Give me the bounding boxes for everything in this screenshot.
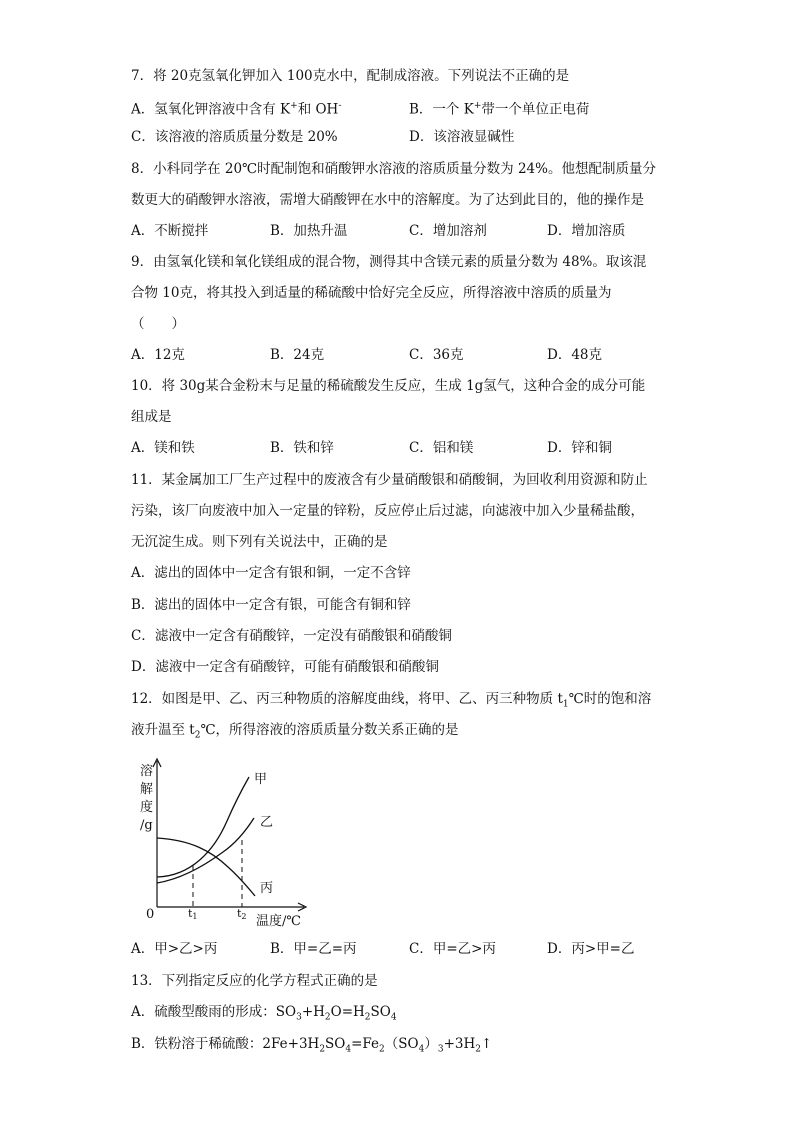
q12-line1: 12．如图是甲、乙、丙三种物质的溶解度曲线，将甲、乙、丙三种物质 $t_1℃$时的饱和溶 [131, 691, 652, 710]
origin-label: 0 [146, 907, 155, 922]
label-bing: 丙 [260, 881, 274, 896]
q10-line1: 10．将 30g某合金粉末与足量的稀硫酸发生反应，生成 1g氢气，这种合金的成分可能 [131, 378, 646, 394]
q10-option-a: A．镁和铁 [131, 440, 195, 456]
curve-bing [157, 838, 255, 896]
q8-line1: 8．小科同学在 20℃时配制饱和硝酸钾水溶液的溶质质量分数为 24%。他想配制质量分 [131, 161, 656, 177]
y-label-3: 度 [140, 800, 154, 815]
t2-label: t2 [237, 907, 247, 921]
q8-option-d: D．增加溶质 [547, 223, 626, 239]
label-yi: 乙 [260, 815, 274, 830]
q9-option-a: A．12克 [131, 347, 185, 363]
q11-option-b: B．滤出的固体中一定含有银，可能含有铜和锌 [131, 597, 411, 613]
q9-line2: 合物 10克，将其投入到适量的稀硫酸中恰好完全反应，所得溶液中溶质的质量为 [131, 285, 612, 301]
q12-option-b: B．甲=乙=丙 [270, 941, 357, 957]
q11-option-a: A．滤出的固体中一定含有银和铜，一定不含锌 [131, 565, 411, 581]
q7-stem: 7．将 20克氢氧化钾加入 100克水中，配制成溶液。下列说法不正确的是 [131, 68, 570, 84]
q12-option-c: C．甲=乙>丙 [409, 941, 496, 957]
q13-stem: 13．下列指定反应的化学方程式正确的是 [131, 973, 378, 989]
q9-option-b: B．24克 [270, 347, 325, 363]
curve-jia [157, 777, 249, 877]
q11-option-d: D．滤液中一定含有硝酸锌，可能有硝酸银和硝酸铜 [131, 659, 439, 675]
y-label-4: /g [140, 818, 153, 833]
x-axis-label: 温度/℃ [256, 914, 301, 929]
solubility-curve-graph [136, 755, 326, 930]
t1-label: t1 [188, 907, 198, 921]
q12-option-d: D．丙>甲=乙 [547, 941, 635, 957]
q12-line2: 液升温至 $t_2℃$，所得溶液的溶质质量分数关系正确的是 [131, 722, 459, 741]
q10-option-b: B．铁和锌 [270, 440, 334, 456]
q9-line1: 9．由氢氧化镁和氧化镁组成的混合物，测得其中含镁元素的质量分数为 48%。取该混 [131, 254, 647, 270]
q8-option-a: A．不断搅拌 [131, 223, 209, 239]
q9-option-d: D．48克 [547, 347, 603, 363]
q9-line3: （ ） [131, 316, 185, 332]
q8-option-c: C．增加溶剂 [409, 223, 487, 239]
label-jia: 甲 [254, 772, 268, 787]
q7-option-a: A．氢氧化钾溶液中含有 K+和 OH- [131, 101, 342, 118]
q11-line2: 污染，该厂向废液中加入一定量的锌粉，反应停止后过滤，向滤液中加入少量稀盐酸， [131, 503, 644, 519]
q8-option-b: B．加热升温 [270, 223, 348, 239]
y-label-2: 解 [140, 782, 154, 797]
q8-line2: 数更大的硝酸钾水溶液，需增大硝酸钾在水中的溶解度。为了达到此目的，他的操作是 [131, 192, 644, 208]
q11-option-c: C．滤液中一定含有硝酸锌，一定没有硝酸银和硝酸铜 [131, 628, 452, 644]
q10-line2: 组成是 [131, 409, 172, 425]
q10-option-d: D．锌和铜 [547, 440, 612, 456]
q13-option-a: A．硫酸型酸雨的形成：$SO_3+H_2O=H_2SO_4$ [131, 1004, 397, 1023]
q7-option-c: C．该溶液的溶质质量分数是 20% [131, 129, 338, 145]
q13-option-b: B．铁粉溶于稀硫酸：$2Fe+3H_2SO_4=Fe_2(SO_4)_3+3H_2↑$ [131, 1036, 493, 1055]
q7-option-b: B．一个 K+带一个单位正电荷 [409, 101, 590, 118]
q9-option-c: C．36克 [409, 347, 464, 363]
q10-option-c: C．铝和镁 [409, 440, 474, 456]
y-label-1: 溶 [140, 764, 154, 779]
q7-option-d: D．该溶液显碱性 [409, 129, 515, 145]
q11-line3: 无沉淀生成。则下列有关说法中，正确的是 [131, 534, 388, 550]
q12-option-a: A．甲>乙>丙 [131, 941, 218, 957]
q11-line1: 11．某金属加工厂生产过程中的废液含有少量硝酸银和硝酸铜，为回收利用资源和防止 [131, 472, 648, 488]
